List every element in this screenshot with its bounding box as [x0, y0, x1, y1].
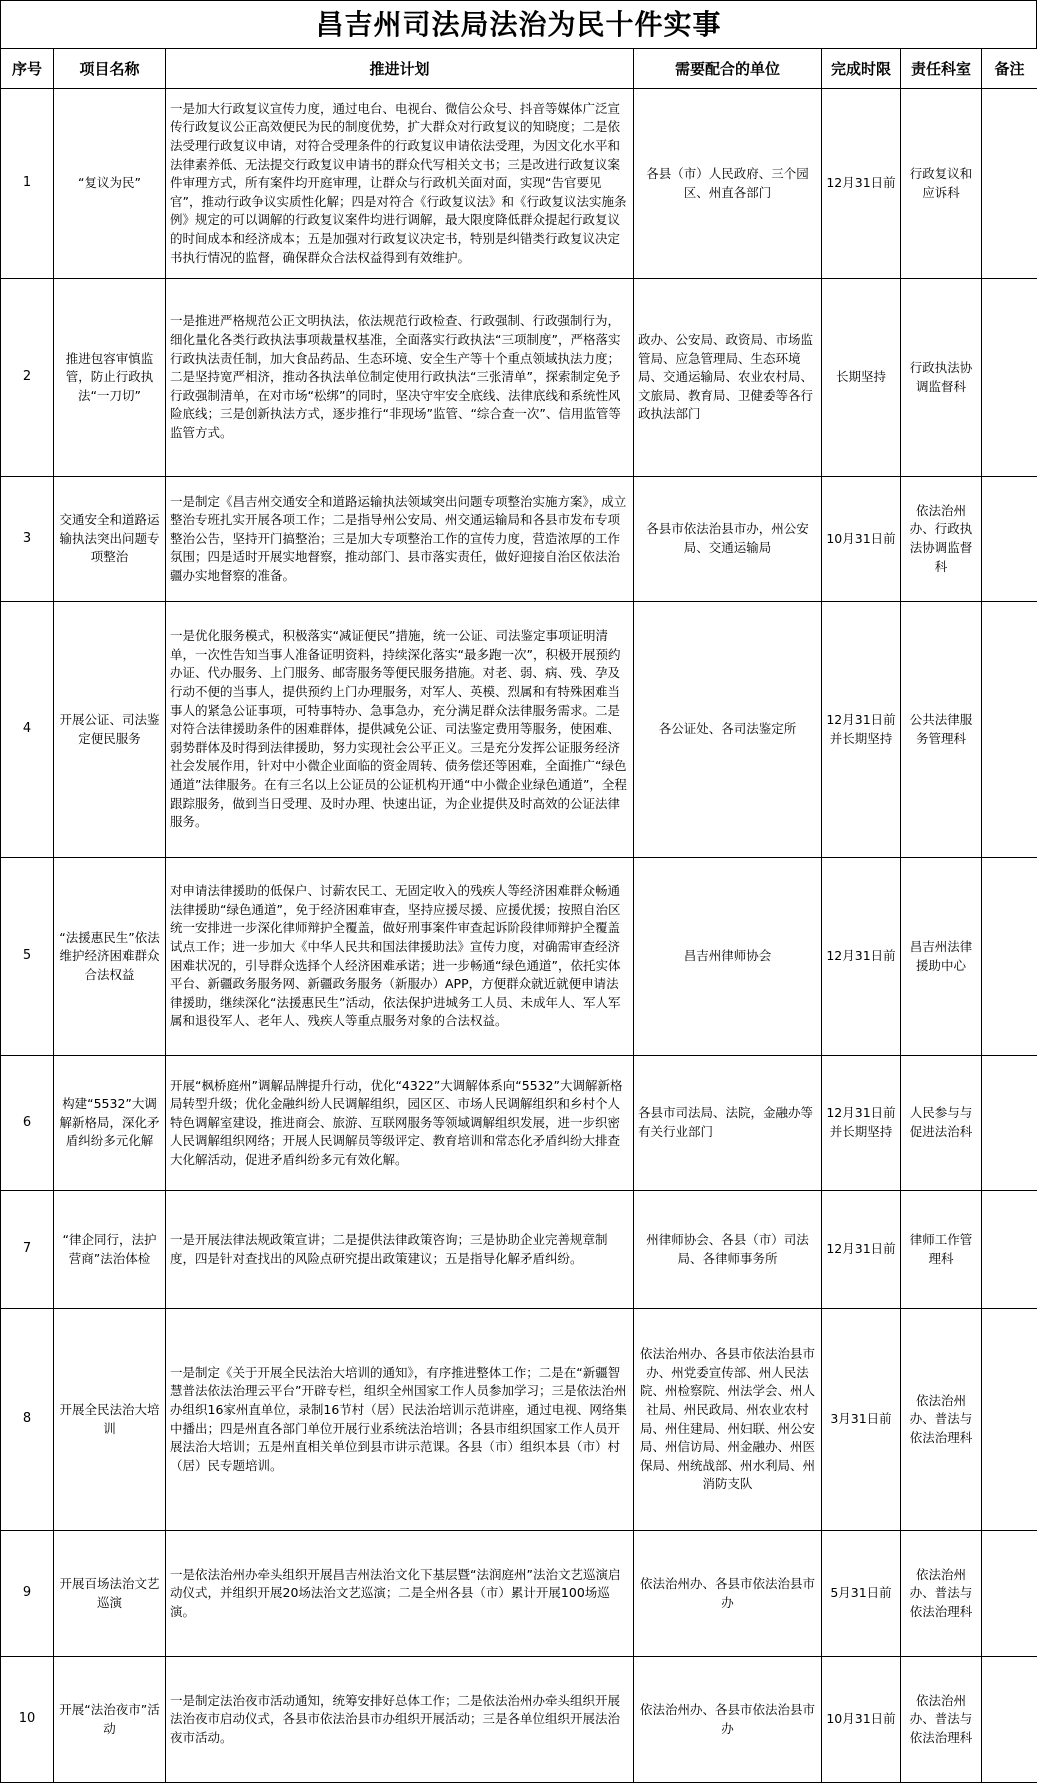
cell-dept: 依法治州办、普法与依法治理科	[901, 1657, 982, 1783]
header-dept: 责任科室	[901, 49, 982, 89]
cell-deadline: 12月31日前并长期坚持	[822, 1056, 901, 1191]
cell-deadline: 5月31日前	[822, 1531, 901, 1657]
cell-seq: 8	[1, 1309, 54, 1531]
header-units: 需要配合的单位	[634, 49, 822, 89]
cell-note	[982, 1531, 1037, 1657]
cell-seq: 10	[1, 1657, 54, 1783]
cell-units: 各公证处、各司法鉴定所	[634, 602, 822, 858]
cell-units: 昌吉州律师协会	[634, 858, 822, 1056]
cell-deadline: 10月31日前	[822, 1657, 901, 1783]
cell-note	[982, 602, 1037, 858]
header-seq: 序号	[1, 49, 54, 89]
cell-plan: 一是制定法治夜市活动通知，统筹安排好总体工作；二是依法治州办牵头组织开展法治夜市启动仪式，各县市依法治县市办组织开展活动；三是各单位组织开展法治夜市活动。	[166, 1657, 634, 1783]
cell-name: 构建“5532”大调解新格局，深化矛盾纠纷多元化解	[54, 1056, 166, 1191]
table-header-row	[1, 49, 1037, 89]
table-row	[1, 1191, 1037, 1309]
cell-units: 依法治州办、各县市依法治县市办、州党委宣传部、州人民法院、州检察院、州法学会、州人社局、州民政局、州农业农村局、州住建局、州妇联、州公安局、州信访局、州金融办、州医保局、州统战部、州水利局、州消防支队	[634, 1309, 822, 1531]
cell-note	[982, 858, 1037, 1056]
header-deadline: 完成时限	[822, 49, 901, 89]
cell-seq: 4	[1, 602, 54, 858]
table-row	[1, 477, 1037, 602]
cell-seq: 5	[1, 858, 54, 1056]
cell-name: 推进包容审慎监管，防止行政执法“一刀切”	[54, 279, 166, 477]
cell-deadline: 10月31日前	[822, 477, 901, 602]
cell-deadline: 12月31日前	[822, 1191, 901, 1309]
cell-deadline: 长期坚持	[822, 279, 901, 477]
cell-seq: 3	[1, 477, 54, 602]
table-row	[1, 89, 1037, 279]
cell-dept: 行政复议和应诉科	[901, 89, 982, 279]
cell-name: “复议为民”	[54, 89, 166, 279]
page-title: 昌吉州司法局法治为民十件实事	[0, 0, 1037, 48]
cell-note	[982, 1657, 1037, 1783]
table-row	[1, 1531, 1037, 1657]
table-row	[1, 858, 1037, 1056]
header-note: 备注	[982, 49, 1037, 89]
cell-deadline: 12月31日前并长期坚持	[822, 602, 901, 858]
cell-units: 政办、公安局、政资局、市场监管局、应急管理局、生态环境局、交通运输局、农业农村局、文旅局、教育局、卫健委等各行政执法部门	[634, 279, 822, 477]
cell-dept: 昌吉州法律援助中心	[901, 858, 982, 1056]
cell-dept: 依法治州办、普法与依法治理科	[901, 1309, 982, 1531]
cell-note	[982, 1191, 1037, 1309]
cell-note	[982, 279, 1037, 477]
cell-units: 各县市依法治县市办，州公安局、交通运输局	[634, 477, 822, 602]
cell-dept: 行政执法协调监督科	[901, 279, 982, 477]
table-row	[1, 1657, 1037, 1783]
cell-dept: 律师工作管理科	[901, 1191, 982, 1309]
cell-units: 依法治州办、各县市依法治县市办	[634, 1531, 822, 1657]
cell-plan: 一是制定《昌吉州交通安全和道路运输执法领域突出问题专项整治实施方案》，成立整治专班扎实开展各项工作；二是指导州公安局、州交通运输局和各县市发布专项整治公告，坚持开门搞整治；三是加大专项整治工作的宣传力度，营造浓厚的工作氛围；四是适时开展实地督察，推动部门、县市落实责任，做好迎接自治区依法治疆办实地督察的准备。	[166, 477, 634, 602]
cell-name: 开展全民法治大培训	[54, 1309, 166, 1531]
cell-name: 开展百场法治文艺巡演	[54, 1531, 166, 1657]
table-row	[1, 1056, 1037, 1191]
cell-seq: 6	[1, 1056, 54, 1191]
cell-name: 交通安全和道路运输执法突出问题专项整治	[54, 477, 166, 602]
cell-deadline: 3月31日前	[822, 1309, 901, 1531]
cell-plan: 一是开展法律法规政策宣讲；二是提供法律政策咨询；三是协助企业完善规章制度，四是针对查找出的风险点研究提出政策建议；五是指导化解矛盾纠纷。	[166, 1191, 634, 1309]
cell-note	[982, 477, 1037, 602]
cell-plan: 一是优化服务模式，积极落实“减证便民”措施，统一公证、司法鉴定事项证明清单，一次性告知当事人准备证明资料，持续深化落实“最多跑一次”，积极开展预约办证、代办服务、上门服务、邮寄服务等便民服务措施。对老、弱、病、残、孕及行动不便的当事人，提供预约上门办理服务，对军人、英模、烈属和有特殊困难当事人的紧急公证事项，可特事特办、急事急办，充分满足群众法律服务需求。二是对符合法律援助条件的困难群体，提供减免公证、司法鉴定费用等服务，使困难、弱势群体及时得到法律援助，努力实现社会公平正义。三是充分发挥公证服务经济社会发展作用，针对中小微企业面临的资金周转、债务偿还等困难，全面推广“绿色通道”法律服务。在有三名以上公证员的公证机构开通“中小微企业绿色通道”，全程跟踪服务，做到当日受理、及时办理、快速出证，为企业提供及时高效的公证法律服务。	[166, 602, 634, 858]
cell-units: 依法治州办、各县市依法治县市办	[634, 1657, 822, 1783]
cell-plan: 开展“枫桥庭州”调解品牌提升行动，优化“4322”大调解体系向“5532”大调解新格局转型升级；优化金融纠纷人民调解组织，园区区、市场人民调解组织和乡村个人特色调解室建设，推进商会、旅游、互联网服务等领域调解组织发展，进一步织密人民调解组织网络；开展人民调解员等级评定、教育培训和常态化矛盾纠纷大排查大化解活动，促进矛盾纠纷多元有效化解。	[166, 1056, 634, 1191]
cell-units: 各县市司法局、法院，金融办等有关行业部门	[634, 1056, 822, 1191]
cell-seq: 9	[1, 1531, 54, 1657]
cell-note	[982, 1309, 1037, 1531]
cell-units: 各县（市）人民政府、三个园区、州直各部门	[634, 89, 822, 279]
header-plan: 推进计划	[166, 49, 634, 89]
cell-note	[982, 1056, 1037, 1191]
cell-plan: 一是依法治州办牵头组织开展昌吉州法治文化下基层暨“法润庭州”法治文艺巡演启动仪式，并组织开展20场法治文艺巡演；二是全州各县（市）累计开展100场巡演。	[166, 1531, 634, 1657]
cell-dept: 公共法律服务管理科	[901, 602, 982, 858]
table-row	[1, 279, 1037, 477]
cell-plan: 一是推进严格规范公正文明执法，依法规范行政检查、行政强制、行政强制行为，细化量化各类行政执法事项裁量权基准，全面落实行政执法“三项制度”，严格落实行政执法责任制，加大食品药品、生态环境、安全生产等十个重点领域执法力度；二是坚持宽严相济，推动各执法单位制定使用行政执法“三张清单”，探索制定免予行政强制清单，在对市场“松绑”的同时，坚决守牢安全底线、法律底线和系统性风险底线；三是创新执法方式，逐步推行“非现场”监管、“综合查一次”、信用监管等监管方式。	[166, 279, 634, 477]
cell-units: 州律师协会、各县（市）司法局、各律师事务所	[634, 1191, 822, 1309]
projects-table	[0, 48, 1037, 1783]
cell-plan: 一是制定《关于开展全民法治大培训的通知》，有序推进整体工作；二是在“新疆智慧普法依法治理云平台”开辟专栏，组织全州国家工作人员参加学习；三是依法治州办组织16家州直单位，录制16节村（居）民法治培训示范讲座，通过电视、网络集中播出；四是州直各部门单位开展行业系统法治培训；各县市组织国家工作人员开展法治大培训；五是州直相关单位到县市讲示范课。各县（市）组织本县（市）村（居）民专题培训。	[166, 1309, 634, 1531]
cell-name: 开展“法治夜市”活动	[54, 1657, 166, 1783]
cell-name: 开展公证、司法鉴定便民服务	[54, 602, 166, 858]
cell-plan: 对申请法律援助的低保户、讨薪农民工、无固定收入的残疾人等经济困难群众畅通法律援助“绿色通道”，免于经济困难审查，坚持应援尽援、应援优援；按照自治区统一安排进一步深化律师辩护全覆盖，做好刑事案件审查起诉阶段律师辩护全覆盖试点工作；进一步加大《中华人民共和国法律援助法》宣传力度，对确需审查经济困难状况的，引导群众选择个人经济困难承诺；进一步畅通“绿色通道”，依托实体平台、新疆政务服务网、新疆政务服务（新服办）APP，方便群众就近就便申请法律援助，继续深化“法援惠民生”活动，依法保护进城务工人员、未成年人、军人军属和退役军人、老年人、残疾人等重点服务对象的合法权益。	[166, 858, 634, 1056]
cell-name: “法援惠民生”依法维护经济困难群众合法权益	[54, 858, 166, 1056]
cell-dept: 人民参与与促进法治科	[901, 1056, 982, 1191]
cell-dept: 依法治州办、普法与依法治理科	[901, 1531, 982, 1657]
cell-deadline: 12月31日前	[822, 858, 901, 1056]
cell-seq: 2	[1, 279, 54, 477]
header-name: 项目名称	[54, 49, 166, 89]
cell-seq: 7	[1, 1191, 54, 1309]
cell-plan: 一是加大行政复议宣传力度，通过电台、电视台、微信公众号、抖音等媒体广泛宣传行政复议公正高效便民为民的制度优势，扩大群众对行政复议的知晓度；二是依法受理行政复议申请，对符合受理条件的行政复议申请依法受理，为因文化水平和法律素养低、无法提交行政复议申请书的群众代写相关文书；三是改进行政复议案件审理方式，所有案件均开庭审理，让群众与行政机关面对面，实现“告官要见官”，推动行政争议实质性化解；四是对符合《行政复议法》和《行政复议法实施条例》规定的可以调解的行政复议案件均进行调解，最大限度降低群众提起行政复议的时间成本和经济成本；五是加强对行政复议决定书，特别是纠错类行政复议决定书执行情况的监督，确保群众合法权益得到有效维护。	[166, 89, 634, 279]
cell-deadline: 12月31日前	[822, 89, 901, 279]
cell-dept: 依法治州办、行政执法协调监督科	[901, 477, 982, 602]
cell-note	[982, 89, 1037, 279]
cell-name: “律企同行，法护营商”法治体检	[54, 1191, 166, 1309]
cell-seq: 1	[1, 89, 54, 279]
table-row	[1, 1309, 1037, 1531]
table-row	[1, 602, 1037, 858]
